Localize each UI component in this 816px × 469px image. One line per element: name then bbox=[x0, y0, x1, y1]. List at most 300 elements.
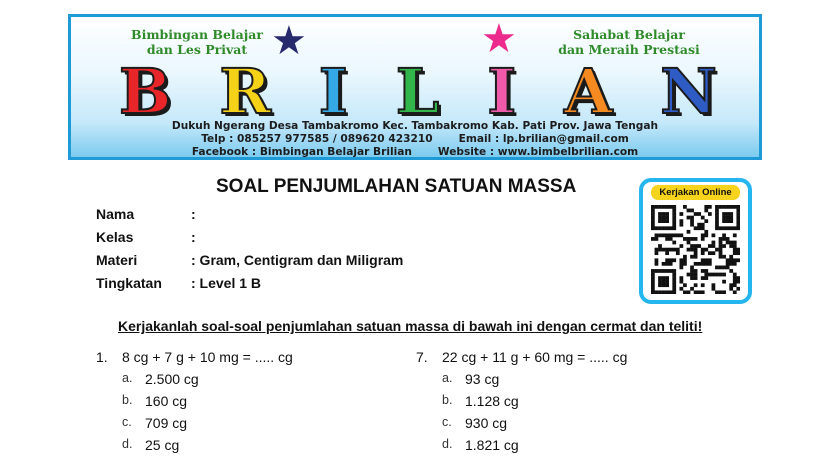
qr-module bbox=[708, 251, 712, 255]
qr-module bbox=[697, 226, 701, 230]
qr-module bbox=[672, 219, 676, 223]
qr-module bbox=[662, 212, 666, 216]
qr-module bbox=[669, 262, 673, 266]
qr-module bbox=[672, 273, 676, 277]
qr-module bbox=[687, 248, 691, 252]
qr-module bbox=[669, 237, 673, 241]
qr-module bbox=[690, 273, 694, 277]
qr-module bbox=[704, 269, 708, 273]
instruction: Kerjakanlah soal-soal penjumlahan satuan massa di bawah ini dengan cermat dan teliti! bbox=[118, 318, 703, 334]
qr-module bbox=[662, 205, 666, 209]
brand-letter: I bbox=[487, 55, 517, 128]
qr-module bbox=[690, 276, 694, 280]
brand-letter: L bbox=[395, 55, 440, 128]
qr-module bbox=[722, 226, 726, 230]
qr-module bbox=[655, 248, 659, 252]
option-letter: c. bbox=[442, 415, 452, 429]
qr-module bbox=[729, 283, 733, 287]
qr-module bbox=[651, 276, 655, 280]
qr-module bbox=[665, 216, 669, 220]
qr-module bbox=[722, 205, 726, 209]
qr-module bbox=[694, 273, 698, 277]
qr-module bbox=[690, 269, 694, 273]
qr-module bbox=[672, 226, 676, 230]
qr-module bbox=[651, 226, 655, 230]
qr-module bbox=[679, 258, 683, 262]
qr-module bbox=[722, 212, 726, 216]
option-letter: b. bbox=[442, 393, 453, 407]
qr-module bbox=[651, 216, 655, 220]
qr-module bbox=[665, 276, 669, 280]
qr-module bbox=[687, 237, 691, 241]
qr-module bbox=[690, 223, 694, 227]
option-value: 25 cg bbox=[145, 437, 180, 453]
qr-module bbox=[665, 258, 669, 262]
qr-module bbox=[726, 262, 730, 266]
qr-module bbox=[726, 241, 730, 245]
info-value: : bbox=[191, 206, 196, 222]
qr-module bbox=[719, 273, 723, 277]
qr-module bbox=[690, 287, 694, 291]
qr-module bbox=[694, 269, 698, 273]
qr-module bbox=[715, 205, 719, 209]
qr-module bbox=[683, 290, 687, 294]
qr-module bbox=[736, 226, 740, 230]
qr-module bbox=[704, 248, 708, 252]
qr-module bbox=[694, 244, 698, 248]
qr-module bbox=[701, 290, 705, 294]
qr-module bbox=[715, 219, 719, 223]
qr-module bbox=[733, 251, 737, 255]
option-letter: d. bbox=[122, 437, 133, 451]
address: Dukuh Ngerang Desa Tambakromo Kec. Tambakromo Kab. Pati Prov. Jawa Tengah bbox=[171, 120, 659, 132]
qr-module bbox=[679, 223, 683, 227]
qr-module bbox=[651, 219, 655, 223]
qr-module bbox=[658, 205, 662, 209]
qr-module bbox=[719, 255, 723, 259]
website: Website : www.bimbelbrilian.com bbox=[437, 146, 639, 158]
qr-module bbox=[726, 205, 730, 209]
qr-module bbox=[736, 258, 740, 262]
qr-module bbox=[712, 233, 716, 237]
qr-module bbox=[658, 226, 662, 230]
qr-module bbox=[701, 258, 705, 262]
qr-module bbox=[733, 258, 737, 262]
qr-module bbox=[708, 273, 712, 277]
qr-module bbox=[665, 269, 669, 273]
qr-module bbox=[722, 280, 726, 284]
option-value: 1.821 cg bbox=[465, 437, 519, 453]
qr-module bbox=[665, 205, 669, 209]
qr-module bbox=[726, 212, 730, 216]
contact-line bbox=[71, 133, 759, 146]
qr-module bbox=[726, 237, 730, 241]
qr-module bbox=[722, 266, 726, 270]
qr-module bbox=[690, 244, 694, 248]
qr-module bbox=[672, 276, 676, 280]
question-number: 7. bbox=[416, 349, 428, 365]
option-letter: a. bbox=[122, 371, 133, 385]
star-icon: ★ bbox=[271, 19, 307, 63]
web-line bbox=[71, 146, 759, 159]
qr-module bbox=[694, 255, 698, 259]
qr-module bbox=[665, 290, 669, 294]
qr-module bbox=[733, 262, 737, 266]
qr-module bbox=[662, 280, 666, 284]
qr-module bbox=[669, 248, 673, 252]
qr-module bbox=[655, 290, 659, 294]
qr-module bbox=[669, 226, 673, 230]
qr-module bbox=[715, 290, 719, 294]
qr-module bbox=[715, 209, 719, 213]
tagline-right: Sahabat Belajar dan Meraih Prestasi bbox=[558, 27, 700, 57]
qr-module bbox=[658, 233, 662, 237]
qr-module bbox=[690, 209, 694, 213]
qr-module bbox=[662, 248, 666, 252]
qr-module bbox=[683, 283, 687, 287]
qr-module bbox=[704, 233, 708, 237]
qr-module bbox=[712, 241, 716, 245]
qr-module bbox=[694, 283, 698, 287]
qr-module bbox=[726, 258, 730, 262]
qr-module bbox=[733, 290, 737, 294]
qr-module bbox=[679, 276, 683, 280]
qr-module bbox=[672, 209, 676, 213]
qr-module bbox=[672, 205, 676, 209]
qr-module bbox=[676, 248, 680, 252]
qr-module bbox=[651, 209, 655, 213]
option-value: 1.128 cg bbox=[465, 393, 519, 409]
qr-module bbox=[658, 216, 662, 220]
qr-module bbox=[704, 209, 708, 213]
qr-code-icon[interactable] bbox=[651, 205, 740, 294]
qr-module bbox=[687, 230, 691, 234]
qr-module bbox=[701, 276, 705, 280]
qr-module bbox=[697, 244, 701, 248]
qr-module bbox=[736, 287, 740, 291]
qr-module bbox=[729, 262, 733, 266]
qr-module bbox=[708, 244, 712, 248]
qr-module bbox=[733, 280, 737, 284]
qr-module bbox=[701, 233, 705, 237]
option-letter: d. bbox=[442, 437, 453, 451]
qr-module bbox=[658, 280, 662, 284]
email: Email : lp.brilian@gmail.com bbox=[458, 133, 629, 145]
qr-module bbox=[662, 226, 666, 230]
qr-module bbox=[669, 258, 673, 262]
qr-module bbox=[715, 226, 719, 230]
qr-module bbox=[679, 280, 683, 284]
qr-module bbox=[719, 251, 723, 255]
info-label: Tingkatan bbox=[96, 275, 162, 291]
qr-module bbox=[712, 273, 716, 277]
qr-module bbox=[722, 290, 726, 294]
qr-module bbox=[719, 205, 723, 209]
qr-module bbox=[697, 262, 701, 266]
qr-module bbox=[655, 258, 659, 262]
qr-module bbox=[729, 219, 733, 223]
qr-module bbox=[722, 255, 726, 259]
qr-module bbox=[726, 266, 730, 270]
qr-module bbox=[672, 258, 676, 262]
info-value: : Level 1 B bbox=[191, 275, 262, 291]
qr-module bbox=[672, 287, 676, 291]
qr-module bbox=[704, 205, 708, 209]
qr-module bbox=[690, 248, 694, 252]
qr-module bbox=[729, 269, 733, 273]
qr-module bbox=[722, 244, 726, 248]
qr-card[interactable] bbox=[639, 178, 752, 304]
qr-module bbox=[715, 248, 719, 252]
qr-module bbox=[672, 290, 676, 294]
qr-module bbox=[697, 212, 701, 216]
qr-module bbox=[658, 283, 662, 287]
qr-module bbox=[687, 241, 691, 245]
qr-module bbox=[662, 216, 666, 220]
qr-module bbox=[701, 269, 705, 273]
header-banner bbox=[68, 14, 762, 160]
qr-module bbox=[672, 233, 676, 237]
qr-module bbox=[722, 216, 726, 220]
phone: Telp : 085257 977585 / 089620 423210 bbox=[201, 133, 433, 145]
qr-module bbox=[729, 205, 733, 209]
qr-module bbox=[722, 233, 726, 237]
qr-module bbox=[683, 205, 687, 209]
qr-module bbox=[651, 205, 655, 209]
qr-module bbox=[736, 209, 740, 213]
qr-module bbox=[651, 273, 655, 277]
qr-module bbox=[697, 223, 701, 227]
qr-module bbox=[722, 219, 726, 223]
option-value: 930 cg bbox=[465, 415, 508, 431]
qr-module bbox=[676, 251, 680, 255]
brand-letter: A bbox=[564, 55, 613, 128]
qr-module bbox=[726, 216, 730, 220]
qr-module bbox=[687, 216, 691, 220]
facebook: Facebook : Bimbingan Belajar Brilian bbox=[191, 146, 412, 158]
qr-module bbox=[736, 280, 740, 284]
qr-module bbox=[704, 219, 708, 223]
info-label: Materi bbox=[96, 252, 138, 268]
qr-module bbox=[679, 262, 683, 266]
qr-module bbox=[719, 241, 723, 245]
qr-module bbox=[736, 205, 740, 209]
qr-module bbox=[662, 269, 666, 273]
qr-module bbox=[658, 219, 662, 223]
info-label: Kelas bbox=[96, 229, 134, 245]
qr-module bbox=[729, 226, 733, 230]
qr-module bbox=[655, 237, 659, 241]
qr-module bbox=[655, 226, 659, 230]
qr-module bbox=[715, 266, 719, 270]
qr-module bbox=[651, 280, 655, 284]
qr-module bbox=[719, 237, 723, 241]
qr-module bbox=[669, 205, 673, 209]
option-value: 2.500 cg bbox=[145, 371, 199, 387]
qr-module bbox=[665, 233, 669, 237]
star-icon: ★ bbox=[481, 17, 517, 61]
qr-module bbox=[651, 212, 655, 216]
qr-module bbox=[736, 251, 740, 255]
qr-module bbox=[665, 248, 669, 252]
brand-letter: R bbox=[219, 55, 271, 128]
qr-module bbox=[662, 276, 666, 280]
qr-module bbox=[701, 237, 705, 241]
qr-module bbox=[655, 262, 659, 266]
qr-module bbox=[687, 273, 691, 277]
option-value: 709 cg bbox=[145, 415, 188, 431]
brand-letter: N bbox=[660, 55, 717, 128]
qr-module bbox=[694, 237, 698, 241]
qr-module bbox=[669, 290, 673, 294]
qr-module bbox=[736, 248, 740, 252]
qr-module bbox=[655, 269, 659, 273]
qr-module bbox=[655, 205, 659, 209]
qr-module bbox=[733, 226, 737, 230]
qr-module bbox=[665, 219, 669, 223]
qr-module bbox=[665, 226, 669, 230]
qr-module bbox=[719, 244, 723, 248]
qr-module bbox=[701, 226, 705, 230]
info-value: : bbox=[191, 229, 196, 245]
qr-module bbox=[694, 290, 698, 294]
qr-module bbox=[690, 237, 694, 241]
qr-module bbox=[665, 212, 669, 216]
qr-module bbox=[679, 287, 683, 291]
qr-module bbox=[726, 219, 730, 223]
qr-module bbox=[712, 283, 716, 287]
qr-label: Kerjakan Online bbox=[651, 185, 740, 200]
qr-module bbox=[672, 269, 676, 273]
qr-module bbox=[665, 262, 669, 266]
qr-module bbox=[715, 223, 719, 227]
qr-module bbox=[651, 290, 655, 294]
qr-module bbox=[733, 241, 737, 245]
qr-module bbox=[719, 226, 723, 230]
qr-module bbox=[672, 248, 676, 252]
qr-module bbox=[719, 290, 723, 294]
qr-module bbox=[651, 237, 655, 241]
qr-module bbox=[733, 244, 737, 248]
info-value: : Gram, Centigram dan Miligram bbox=[191, 252, 404, 268]
option-letter: a. bbox=[442, 371, 453, 385]
qr-module bbox=[719, 248, 723, 252]
qr-module bbox=[658, 276, 662, 280]
qr-module bbox=[736, 223, 740, 227]
qr-module bbox=[658, 212, 662, 216]
qr-module bbox=[697, 290, 701, 294]
qr-module bbox=[715, 273, 719, 277]
qr-module bbox=[704, 276, 708, 280]
qr-module bbox=[704, 230, 708, 234]
qr-module bbox=[729, 216, 733, 220]
qr-module bbox=[676, 233, 680, 237]
qr-module bbox=[708, 212, 712, 216]
qr-module bbox=[690, 266, 694, 270]
qr-module bbox=[704, 258, 708, 262]
qr-module bbox=[687, 209, 691, 213]
qr-module bbox=[722, 237, 726, 241]
qr-module bbox=[672, 283, 676, 287]
qr-module bbox=[733, 205, 737, 209]
qr-module bbox=[679, 266, 683, 270]
qr-module bbox=[651, 287, 655, 291]
qr-module bbox=[683, 258, 687, 262]
qr-module bbox=[715, 212, 719, 216]
question-text: 22 cg + 11 g + 60 mg = ..... cg bbox=[442, 349, 628, 365]
brand-letter: I bbox=[318, 55, 348, 128]
qr-module bbox=[658, 244, 662, 248]
qr-module bbox=[729, 212, 733, 216]
qr-module bbox=[733, 276, 737, 280]
qr-module bbox=[733, 248, 737, 252]
tagline-left: Bimbingan Belajar dan Les Privat bbox=[131, 27, 263, 57]
qr-module bbox=[729, 255, 733, 259]
qr-module bbox=[701, 216, 705, 220]
qr-module bbox=[712, 287, 716, 291]
qr-module bbox=[662, 283, 666, 287]
qr-module bbox=[672, 241, 676, 245]
qr-module bbox=[658, 290, 662, 294]
qr-module bbox=[679, 219, 683, 223]
qr-module bbox=[704, 262, 708, 266]
qr-module bbox=[719, 266, 723, 270]
qr-module bbox=[708, 205, 712, 209]
qr-module bbox=[701, 283, 705, 287]
question-text: 8 cg + 7 g + 10 mg = ..... cg bbox=[122, 349, 293, 365]
qr-module bbox=[736, 212, 740, 216]
qr-module bbox=[662, 290, 666, 294]
qr-module bbox=[679, 244, 683, 248]
qr-module bbox=[701, 248, 705, 252]
qr-module bbox=[658, 269, 662, 273]
qr-module bbox=[662, 219, 666, 223]
qr-module bbox=[672, 223, 676, 227]
qr-module bbox=[704, 273, 708, 277]
qr-module bbox=[694, 251, 698, 255]
qr-module bbox=[662, 233, 666, 237]
qr-module bbox=[658, 248, 662, 252]
option-letter: b. bbox=[122, 393, 133, 407]
qr-module bbox=[712, 244, 716, 248]
qr-module bbox=[694, 212, 698, 216]
qr-module bbox=[669, 233, 673, 237]
qr-module bbox=[694, 248, 698, 252]
qr-module bbox=[690, 216, 694, 220]
qr-module bbox=[715, 216, 719, 220]
qr-module bbox=[683, 255, 687, 259]
qr-module bbox=[665, 237, 669, 241]
question-number: 1. bbox=[96, 349, 108, 365]
qr-module bbox=[665, 283, 669, 287]
option-letter: c. bbox=[122, 415, 132, 429]
qr-module bbox=[679, 212, 683, 216]
qr-module bbox=[733, 273, 737, 277]
qr-module bbox=[736, 219, 740, 223]
qr-module bbox=[701, 262, 705, 266]
qr-module bbox=[729, 241, 733, 245]
qr-module bbox=[729, 258, 733, 262]
qr-module bbox=[694, 276, 698, 280]
qr-module bbox=[694, 226, 698, 230]
qr-module bbox=[733, 233, 737, 237]
qr-module bbox=[672, 280, 676, 284]
qr-module bbox=[655, 251, 659, 255]
qr-module bbox=[729, 287, 733, 291]
qr-module bbox=[683, 237, 687, 241]
qr-module bbox=[687, 290, 691, 294]
qr-module bbox=[672, 216, 676, 220]
